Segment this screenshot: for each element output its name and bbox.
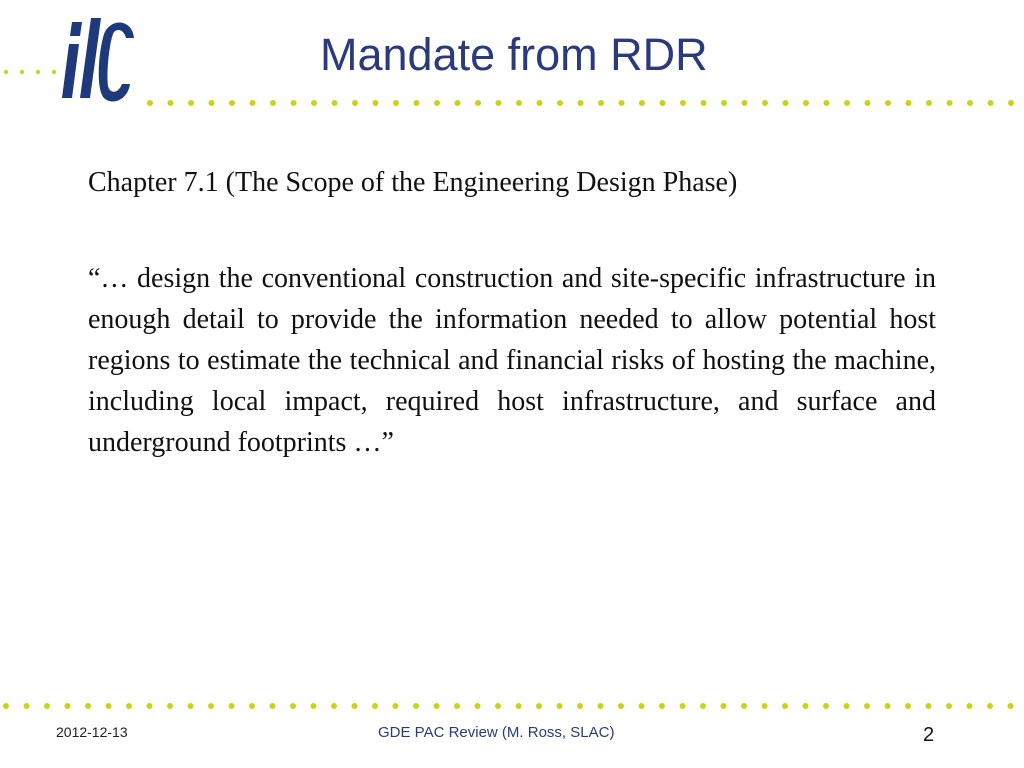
decorative-dot	[311, 100, 317, 106]
decorative-dot	[659, 703, 665, 709]
footer-date: 2012-12-13	[56, 724, 128, 740]
decorative-dot	[660, 100, 666, 106]
decorative-dot	[372, 703, 378, 709]
decorative-dot	[578, 100, 584, 106]
decorative-dot	[168, 100, 174, 106]
decorative-dot	[270, 703, 276, 709]
decorative-dot	[106, 703, 112, 709]
decorative-dot	[85, 703, 91, 709]
decorative-dot	[413, 703, 419, 709]
decorative-dot	[803, 100, 809, 106]
decorative-dot	[618, 703, 624, 709]
decorative-dot	[782, 703, 788, 709]
decorative-dot	[926, 100, 932, 106]
ilc-logo	[58, 14, 142, 106]
footer-presentation-info: GDE PAC Review (M. Ross, SLAC)	[378, 724, 615, 741]
decorative-dot	[823, 703, 829, 709]
decorative-dot	[864, 703, 870, 709]
decorative-dot	[496, 100, 502, 106]
decorative-dot	[454, 703, 460, 709]
decorative-dot-line	[0, 700, 1024, 712]
quote-paragraph: “… design the conventional construction and site-specific infrastructure in enough detail to provide the information needed to allow potential host regions to estimate the technical and financial risks of hosting the machine, including local impact, required host infrastructure, and surface and underground footprints …”	[88, 263, 936, 458]
decorative-dot	[373, 100, 379, 106]
decorative-dot	[741, 703, 747, 709]
decorative-dot	[967, 100, 973, 106]
decorative-dot	[639, 100, 645, 106]
decorative-dot	[352, 703, 358, 709]
decorative-dot	[598, 100, 604, 106]
decorative-dot	[332, 100, 338, 106]
decorative-dot	[577, 703, 583, 709]
decorative-dot	[803, 703, 809, 709]
decorative-dot	[414, 100, 420, 106]
decorative-dot	[700, 703, 706, 709]
decorative-dot	[844, 100, 850, 106]
decorative-dot	[229, 703, 235, 709]
decorative-dot	[188, 703, 194, 709]
decorative-dot	[475, 703, 481, 709]
decorative-dot	[885, 703, 891, 709]
decorative-dot	[680, 100, 686, 106]
decorative-dot	[680, 703, 686, 709]
decorative-dot	[557, 703, 563, 709]
decorative-dot	[598, 703, 604, 709]
decorative-dot	[65, 703, 71, 709]
decorative-dot	[495, 703, 501, 709]
decorative-dot	[455, 100, 461, 106]
decorative-dot	[639, 703, 645, 709]
decorative-dot	[926, 703, 932, 709]
decorative-dot	[352, 100, 358, 106]
decorative-dot	[987, 703, 993, 709]
decorative-dot	[147, 100, 153, 106]
decorative-dot	[885, 100, 891, 106]
decorative-dot	[291, 100, 297, 106]
decorative-dot	[906, 100, 912, 106]
decorative-dot-line	[0, 66, 70, 78]
page-number: 2	[923, 724, 935, 746]
decorative-dot	[967, 703, 973, 709]
decorative-dot	[537, 100, 543, 106]
decorative-dot	[311, 703, 317, 709]
decorative-dot	[824, 100, 830, 106]
decorative-dot-line	[140, 97, 1024, 109]
decorative-dot	[126, 703, 132, 709]
decorative-dot	[475, 100, 481, 106]
decorative-dot	[208, 703, 214, 709]
decorative-dot	[44, 703, 50, 709]
decorative-dot	[331, 703, 337, 709]
decorative-dot	[865, 100, 871, 106]
slide-title: Mandate from RDR	[320, 29, 708, 80]
decorative-dot	[434, 703, 440, 709]
decorative-dot	[762, 100, 768, 106]
decorative-dot	[947, 100, 953, 106]
decorative-dot	[188, 100, 194, 106]
decorative-dot	[3, 703, 9, 709]
decorative-dot	[783, 100, 789, 106]
decorative-dot	[250, 100, 256, 106]
decorative-dot	[946, 703, 952, 709]
decorative-dot	[147, 703, 153, 709]
decorative-dot	[270, 100, 276, 106]
chapter-reference: Chapter 7.1 (The Scope of the Engineering Design Phase)	[88, 167, 738, 198]
decorative-dot	[619, 100, 625, 106]
decorative-dot	[24, 703, 30, 709]
decorative-dot	[721, 100, 727, 106]
decorative-dot	[701, 100, 707, 106]
decorative-dot	[988, 100, 994, 106]
decorative-dot	[844, 703, 850, 709]
decorative-dot	[229, 100, 235, 106]
decorative-dot	[742, 100, 748, 106]
decorative-dot	[1008, 100, 1014, 106]
decorative-dot	[536, 703, 542, 709]
decorative-dot	[721, 703, 727, 709]
decorative-dot	[393, 703, 399, 709]
decorative-dot	[290, 703, 296, 709]
decorative-dot	[393, 100, 399, 106]
decorative-dot	[762, 703, 768, 709]
decorative-dot	[557, 100, 563, 106]
decorative-dot	[905, 703, 911, 709]
decorative-dot	[1008, 703, 1014, 709]
decorative-dot	[516, 100, 522, 106]
decorative-dot	[249, 703, 255, 709]
decorative-dot	[167, 703, 173, 709]
decorative-dot	[434, 100, 440, 106]
decorative-dot	[516, 703, 522, 709]
decorative-dot	[209, 100, 215, 106]
